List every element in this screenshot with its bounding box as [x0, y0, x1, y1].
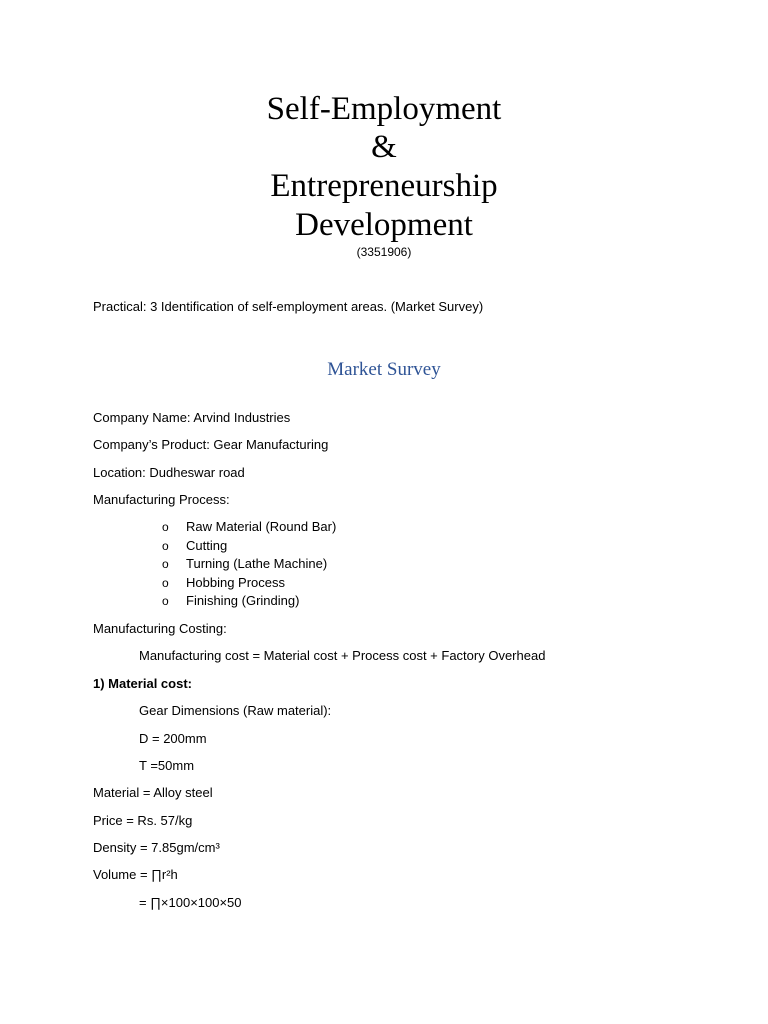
- bullet-icon: o: [162, 538, 169, 553]
- costing-formula: Manufacturing cost = Material cost + Process cost + Factory Overhead: [139, 648, 546, 663]
- title-line-2: &: [371, 129, 397, 165]
- title-line-4: Development: [295, 207, 473, 243]
- process-steps-list: [162, 519, 336, 612]
- location: Location: Dudheswar road: [93, 465, 245, 480]
- density-line: Density = 7.85gm/cm³: [93, 840, 220, 855]
- dimension-t: T =50mm: [139, 758, 195, 773]
- bullet-icon: o: [162, 557, 169, 571]
- title-line-3: Entrepreneurship: [270, 168, 498, 204]
- list-item: [162, 575, 336, 594]
- process-step: Turning (Lathe Machine): [186, 556, 328, 571]
- bullet-icon: o: [162, 520, 169, 534]
- process-step: Raw Material (Round Bar): [186, 519, 337, 534]
- bullet-icon: o: [162, 594, 169, 608]
- process-step: Cutting: [186, 537, 228, 553]
- dimension-d: D = 200mm: [139, 731, 207, 746]
- company-name: Company Name: Arvind Industries: [93, 410, 291, 425]
- list-item: [162, 593, 336, 612]
- process-step: Hobbing Process: [186, 574, 285, 590]
- list-item: [162, 556, 336, 575]
- practical-line: Practical: 3 Identification of self-employment areas. (Market Survey): [93, 299, 484, 314]
- material-line: Material = Alloy steel: [93, 785, 213, 800]
- process-label: Manufacturing Process:: [93, 492, 230, 507]
- list-item: [162, 538, 336, 557]
- volume-line: Volume = ∏r²h: [93, 867, 178, 882]
- volume-calc-line: = ∏×100×100×50: [139, 895, 242, 910]
- price-line: Price = Rs. 57/kg: [93, 813, 193, 828]
- costing-label: Manufacturing Costing:: [93, 621, 227, 636]
- section-heading: Market Survey: [327, 359, 441, 380]
- bullet-icon: o: [162, 575, 169, 590]
- company-product: Company’s Product: Gear Manufacturing: [93, 437, 329, 452]
- process-step: Finishing (Grinding): [186, 593, 300, 608]
- title-line-1: Self-Employment: [266, 91, 502, 127]
- material-cost-label: 1) Material cost:: [93, 676, 192, 691]
- list-item: [162, 519, 336, 538]
- gear-dimensions-label: Gear Dimensions (Raw material):: [139, 703, 332, 718]
- subject-code: (3351906): [356, 245, 412, 259]
